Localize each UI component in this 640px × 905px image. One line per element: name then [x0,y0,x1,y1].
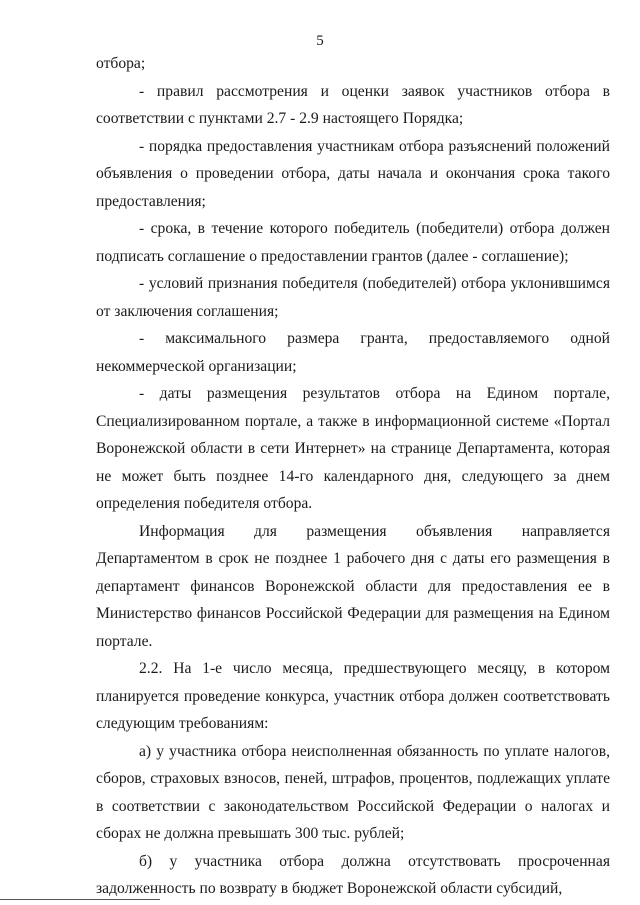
paragraph-item-b: б) у участника отбора должна отсутствовать просроченная задолженность по возврату в бюджет Воронежской области субсидий, [96,852,610,897]
paragraph-item-a: а) у участника отбора неисполненная обязанность по уплате налогов, сборов, страховых взносов, пеней, штрафов, процентов, подлежащих уплате в соответствии с законодательством Российской Федерации о налогах и сборах не должна превышать 300 тыс. рублей; [96,742,610,842]
list-item-max-grant: - максимального размера гранта, предоставляемого одной некоммерческой организации; [96,330,610,375]
paragraph-section-2-2: 2.2. На 1-е число месяца, предшествующего месяцу, в котором планируется проведение конкурса, участник отбора должен соответствовать следующим требованиям: [96,660,610,732]
paragraph-continuation: отбора; [96,55,146,72]
paragraph-info-submission: Информация для размещения объявления направляется Департаментом в срок не позднее 1 рабочего дня с даты его размещения в департамент финансов Воронежской области для предоставления ее в Министерство финансов Российской Федерации для размещения на Едином портале. [96,522,610,650]
document-body [96,50,610,903]
list-item-review-rules: - правил рассмотрения и оценки заявок участников отбора в соответствии с пунктами 2.7 - 2.9 настоящего Порядка; [96,82,610,127]
page-number: 5 [316,33,324,49]
list-item-results-date: - даты размещения результатов отбора на Едином портале, Специализированном портале, а также в информационной системе «Портал Воронежской области в сети Интернет» на странице Департамента, которая не может быть позднее 14-го календарного дня, следующего за днем определения победителя отбора. [96,385,610,512]
footer-divider [0,899,160,900]
list-item-clarification-order: - порядка предоставления участникам отбора разъяснений положений объявления о проведении отбора, даты начала и окончания срока такого предоставления; [96,137,610,210]
list-item-signing-deadline: - срока, в течение которого победитель (победители) отбора должен подписать соглашение о предоставлении грантов (далее - соглашение); [96,220,610,265]
list-item-evasion-conditions: - условий признания победителя (победителей) отбора уклонившимся от заключения соглашения; [96,275,610,320]
